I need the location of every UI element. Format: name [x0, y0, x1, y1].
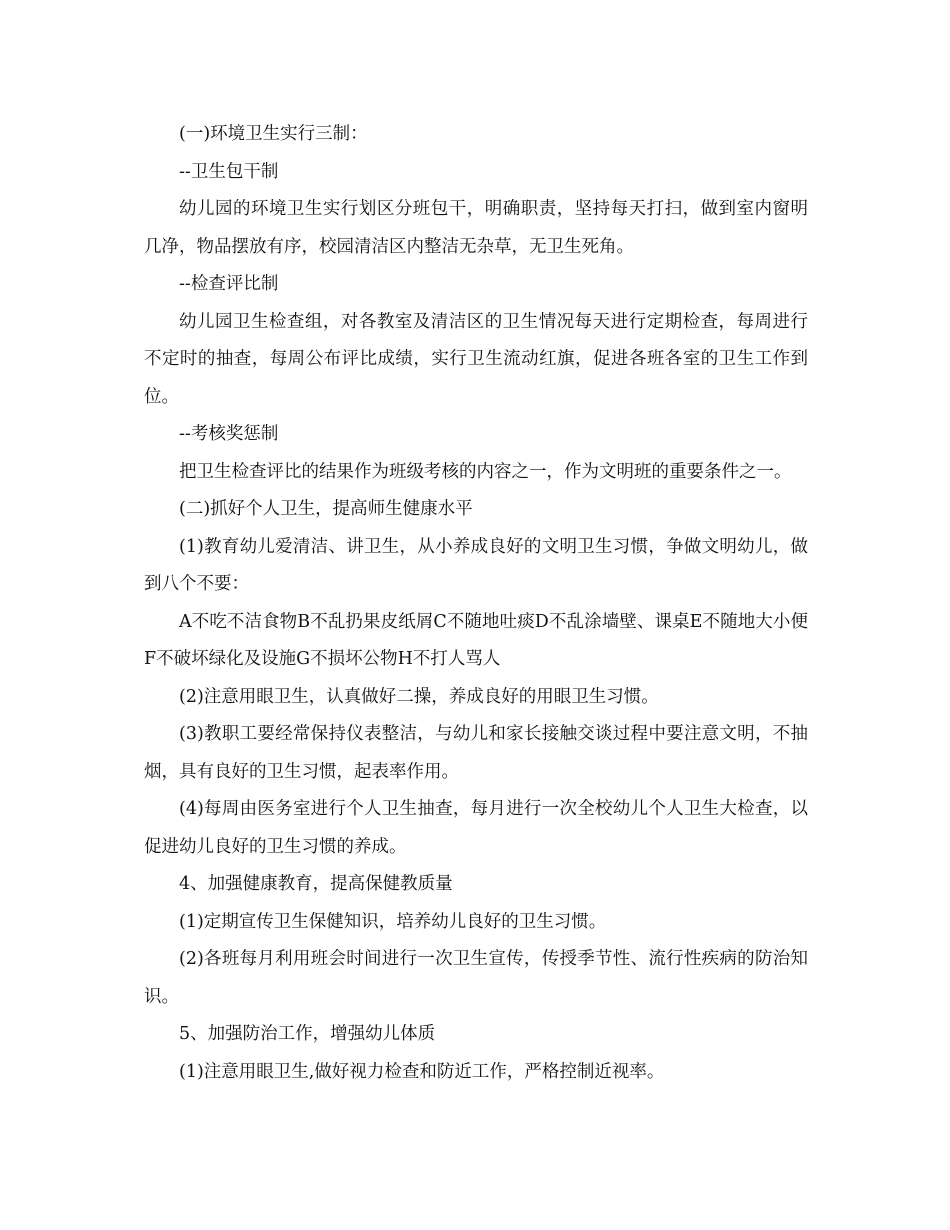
paragraph: 把卫生检查评比的结果作为班级考核的内容之一，作为文明班的重要条件之一。 — [179, 461, 792, 482]
list-item: (1)定期宣传卫生保健知识，培养幼儿良好的卫生习惯。 — [179, 911, 607, 932]
list-item: (2)注意用眼卫生，认真做好二操，养成良好的用眼卫生习惯。 — [179, 686, 659, 707]
list-item: (1)注意用眼卫生,做好视力检查和防近工作，严格控制近视率。 — [179, 1061, 665, 1082]
list-item: (2)各班每月利用班会时间进行一次卫生宣传，传授季节性、流行性疾病的防治知识。 — [144, 949, 808, 1007]
subheading-inspection: --检查评比制 — [179, 274, 279, 294]
section-heading-health-education: 4、加强健康教育，提高保健教质量 — [179, 874, 453, 894]
paragraph: 幼儿园的环境卫生实行划区分班包干，明确职责，坚持每天打扫，做到室内窗明几净，物品摆放有序，校园清洁区内整洁无杂草，无卫生死角。 — [144, 199, 808, 257]
paragraph: A不吃不洁食物B不乱扔果皮纸屑C不随地吐痰D不乱涂墙壁、课桌E不随地大小便F不破坏绿化及设施G不损坏公物H不打人骂人 — [144, 611, 808, 669]
list-item: (4)每周由医务室进行个人卫生抽查，每月进行一次全校幼儿个人卫生大检查，以促进幼儿良好的卫生习惯的养成。 — [144, 799, 808, 857]
subheading-assessment: --考核奖惩制 — [179, 424, 279, 444]
paragraph: 幼儿园卫生检查组，对各教室及清洁区的卫生情况每天进行定期检查，每周进行不定时的抽查，每周公布评比成绩，实行卫生流动红旗，促进各班各室的卫生工作到位。 — [144, 311, 808, 407]
document-body — [144, 116, 808, 1091]
section-heading-personal-hygiene: (二)抓好个人卫生，提高师生健康水平 — [179, 499, 473, 519]
section-heading-prevention: 5、加强防治工作，增强幼儿体质 — [179, 1024, 436, 1044]
section-heading-environment: (一)环境卫生实行三制： — [179, 124, 368, 144]
list-item: (1)教育幼儿爱清洁、讲卫生，从小养成良好的文明卫生习惯，争做文明幼儿，做到八个不要： — [144, 536, 808, 594]
subheading-sanitation-contract: --卫生包干制 — [179, 161, 279, 182]
list-item: (3)教职工要经常保持仪表整洁，与幼儿和家长接触交谈过程中要注意文明，不抽烟，具有良好的卫生习惯，起表率作用。 — [144, 724, 808, 782]
